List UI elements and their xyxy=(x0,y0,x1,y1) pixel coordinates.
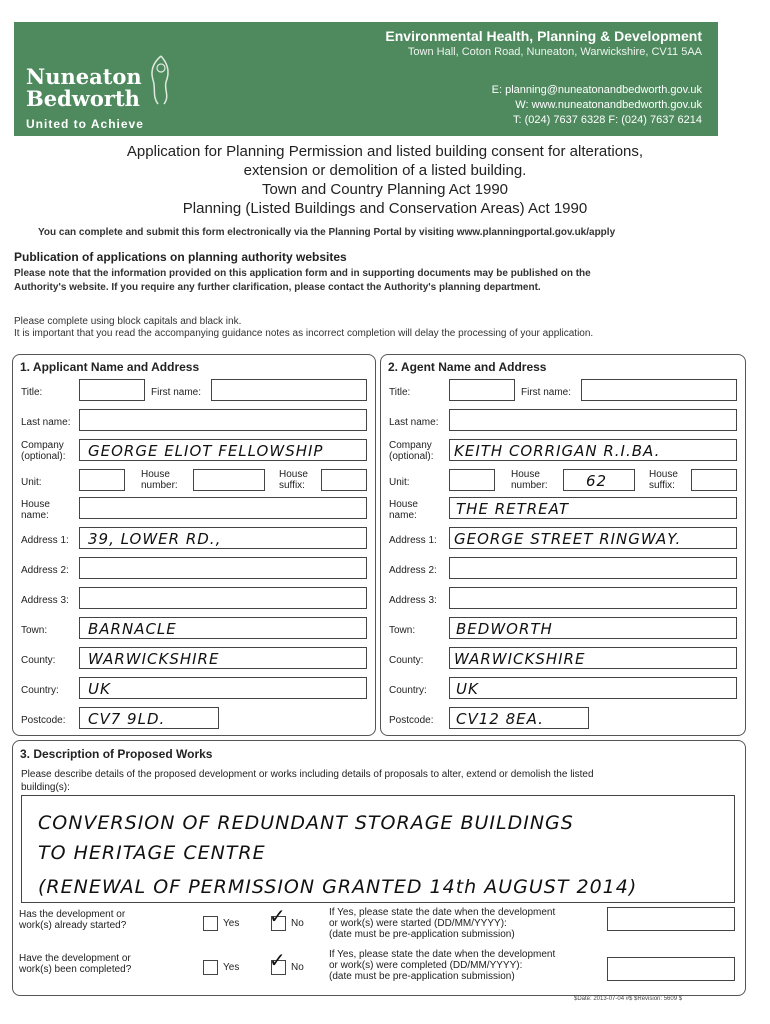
applicant-postcode-field[interactable] xyxy=(79,707,219,729)
department-address: Town Hall, Coton Road, Nuneaton, Warwickshire, CV11 5AA xyxy=(407,46,702,58)
completed-date-instructions xyxy=(329,949,555,982)
agent-first-name-label: First name: xyxy=(521,387,572,398)
started-date-line-2: or work(s) were started (DD/MM/YYYY): xyxy=(329,918,507,929)
completed-question-line-2: work(s) been completed? xyxy=(19,964,132,975)
header-banner xyxy=(14,22,718,136)
applicant-address-3-field[interactable] xyxy=(79,587,367,609)
country-label: Country: xyxy=(21,685,59,696)
works-description-line-3: (RENEWAL OF PERMISSION GRANTED 14th AUGUST 2014) xyxy=(38,876,638,898)
applicant-address-2-field[interactable] xyxy=(79,557,367,579)
applicant-title-field[interactable] xyxy=(79,379,145,401)
company-label-line-2: (optional): xyxy=(21,451,66,462)
house-number-label-line-2: number: xyxy=(141,480,178,491)
applicant-company-value: GEORGE ELIOT FELLOWSHIP xyxy=(88,442,324,460)
agent-first-name-field[interactable] xyxy=(581,379,737,401)
agent-company-field[interactable] xyxy=(449,439,737,461)
postcode-label: Postcode: xyxy=(21,715,66,726)
agent-house-number-label xyxy=(511,469,548,491)
completed-no-label: No xyxy=(291,962,304,973)
unit-label: Unit: xyxy=(21,477,42,488)
applicant-section xyxy=(12,354,376,736)
company-label xyxy=(21,440,65,462)
applicant-heading: 1. Applicant Name and Address xyxy=(20,360,200,374)
works-description-field[interactable] xyxy=(21,795,735,903)
agent-title-label: Title: xyxy=(389,387,411,398)
agent-address-3-field[interactable] xyxy=(449,587,737,609)
agent-house-suffix-field[interactable] xyxy=(691,469,737,491)
title-label: Title: xyxy=(21,387,43,398)
council-logo xyxy=(26,66,142,110)
agent-postcode-label: Postcode: xyxy=(389,715,434,726)
started-date-line-1: If Yes, please state the date when the development xyxy=(329,907,556,918)
portal-notice: You can complete and submit this form electronically via the Planning Portal by visiting www.planningportal.gov.uk/apply xyxy=(38,227,616,238)
started-date-instructions xyxy=(329,907,555,940)
house-name-label-line-2: name: xyxy=(21,510,49,521)
completed-question-line-1: Have the development or xyxy=(19,953,131,964)
agent-house-suffix-label-line-2: suffix: xyxy=(649,480,675,491)
instructions-1: Please complete using block capitals and black ink. xyxy=(14,316,242,327)
applicant-county-value: WARWICKSHIRE xyxy=(88,650,220,668)
agent-last-name-label: Last name: xyxy=(389,417,439,428)
applicant-address-1-field[interactable] xyxy=(79,527,367,549)
agent-town-label: Town: xyxy=(389,625,416,636)
house-suffix-label-line-1: House xyxy=(279,469,308,480)
house-name-label xyxy=(21,499,50,521)
publication-heading: Publication of applications on planning authority websites xyxy=(14,250,347,264)
agent-unit-label: Unit: xyxy=(389,477,410,488)
completed-date-line-2: or work(s) were completed (DD/MM/YYYY): xyxy=(329,960,523,971)
company-label-line-1: Company xyxy=(21,440,64,451)
house-number-label xyxy=(141,469,178,491)
applicant-town-field[interactable] xyxy=(79,617,367,639)
agent-country-field[interactable] xyxy=(449,677,737,699)
works-instruction-1: Please describe details of the proposed development or works including details of proposals to alter, extend or demolish the listed xyxy=(21,769,594,780)
completed-yes-label: Yes xyxy=(223,962,240,973)
completed-date-line-1: If Yes, please state the date when the development xyxy=(329,949,556,960)
agent-house-name-field[interactable] xyxy=(449,497,737,519)
agent-country-label: Country: xyxy=(389,685,427,696)
completed-date-line-3: (date must be pre-application submission) xyxy=(329,971,515,982)
applicant-unit-field[interactable] xyxy=(79,469,125,491)
agent-address-2-label: Address 2: xyxy=(389,565,437,576)
agent-address-3-label: Address 3: xyxy=(389,595,437,606)
applicant-country-value: UK xyxy=(88,680,111,698)
applicant-address-1-value: 39, LOWER RD., xyxy=(88,530,222,548)
logo-tagline: United to Achieve xyxy=(26,117,144,131)
started-question xyxy=(19,909,126,931)
address-3-label: Address 3: xyxy=(21,595,69,606)
agent-house-suffix-label xyxy=(649,469,678,491)
agent-section xyxy=(380,354,746,736)
works-description-line-2: TO HERITAGE CENTRE xyxy=(38,842,266,864)
completed-no-tick-icon: ✓ xyxy=(269,950,286,972)
instructions-2: It is important that you read the accompanying guidance notes as incorrect completion will delay the processing of your application. xyxy=(14,328,594,339)
agent-unit-field[interactable] xyxy=(449,469,495,491)
address-2-label: Address 2: xyxy=(21,565,69,576)
revision-footer: $Date: 2013-07-04 #$ $Revision: 5609 $ xyxy=(574,996,683,1002)
completed-question xyxy=(19,953,131,975)
works-instruction-2: building(s): xyxy=(21,782,70,793)
house-number-label-line-1: House xyxy=(141,469,170,480)
started-no-tick-icon: ✓ xyxy=(269,906,286,928)
agent-house-suffix-label-line-1: House xyxy=(649,469,678,480)
contact-web: W: www.nuneatonandbedworth.gov.uk xyxy=(515,99,702,111)
agent-address-1-field[interactable] xyxy=(449,527,737,549)
agent-title-field[interactable] xyxy=(449,379,515,401)
logo-line-2: Bedworth xyxy=(26,86,140,111)
agent-house-number-field[interactable] xyxy=(563,469,635,491)
agent-town-field[interactable] xyxy=(449,617,737,639)
started-date-line-3: (date must be pre-application submission) xyxy=(329,929,515,940)
agent-county-label: County: xyxy=(389,655,424,666)
applicant-country-field[interactable] xyxy=(79,677,367,699)
works-heading: 3. Description of Proposed Works xyxy=(20,747,213,761)
agent-house-name-label-line-2: name: xyxy=(389,510,417,521)
agent-company-label-line-2: (optional): xyxy=(389,451,434,462)
logo-line-1: Nuneaton xyxy=(26,64,142,89)
agent-county-value: WARWICKSHIRE xyxy=(454,650,586,668)
agent-house-number-label-line-2: number: xyxy=(511,480,548,491)
started-question-line-2: work(s) already started? xyxy=(19,920,127,931)
agent-house-name-label-line-1: House xyxy=(389,499,418,510)
works-section xyxy=(12,740,746,996)
agent-last-name-field[interactable] xyxy=(449,409,737,431)
form-title-line-1: Application for Planning Permission and listed building consent for alterations, xyxy=(126,143,644,160)
agent-house-number-label-line-1: House xyxy=(511,469,540,480)
applicant-house-number-field[interactable] xyxy=(193,469,265,491)
applicant-company-field[interactable] xyxy=(79,439,367,461)
publication-text-1: Please note that the information provided on this application form and in supporting documents may be published on the xyxy=(14,268,591,279)
agent-company-value: KEITH CORRIGAN R.I.BA. xyxy=(454,442,661,460)
started-yes-checkbox[interactable] xyxy=(203,916,218,931)
applicant-town-value: BARNACLE xyxy=(88,620,177,638)
last-name-label: Last name: xyxy=(21,417,71,428)
first-name-label: First name: xyxy=(151,387,202,398)
form-title-line-3: Town and Country Planning Act 1990 xyxy=(262,181,508,198)
agent-postcode-field[interactable] xyxy=(449,707,589,729)
agent-address-1-value: GEORGE STREET RINGWAY. xyxy=(454,530,682,548)
started-date-field[interactable] xyxy=(607,907,735,931)
county-label: County: xyxy=(21,655,56,666)
agent-address-2-field[interactable] xyxy=(449,557,737,579)
agent-house-name-value: THE RETREAT xyxy=(456,500,569,518)
agent-heading: 2. Agent Name and Address xyxy=(388,360,547,374)
contact-email: E: planning@nuneatonandbedworth.gov.uk xyxy=(491,84,702,96)
house-suffix-label xyxy=(279,469,308,491)
town-label: Town: xyxy=(21,625,48,636)
agent-company-label xyxy=(389,440,433,462)
agent-house-number-value: 62 xyxy=(586,472,608,490)
applicant-house-suffix-field[interactable] xyxy=(321,469,367,491)
agent-postcode-value: CV12 8EA. xyxy=(456,710,544,728)
applicant-postcode-value: CV7 9LD. xyxy=(88,710,166,728)
started-question-line-1: Has the development or xyxy=(19,909,126,920)
started-no-label: No xyxy=(291,918,304,929)
crest-icon xyxy=(144,54,178,106)
form-title-line-4: Planning (Listed Buildings and Conservation Areas) Act 1990 xyxy=(182,200,588,217)
agent-town-value: BEDWORTH xyxy=(456,620,553,638)
completed-date-field[interactable] xyxy=(607,957,735,981)
agent-country-value: UK xyxy=(456,680,479,698)
applicant-first-name-field[interactable] xyxy=(211,379,367,401)
applicant-county-field[interactable] xyxy=(79,647,367,669)
agent-company-label-line-1: Company xyxy=(389,440,432,451)
publication-text-2: Authority's website. If you require any further clarification, please contact the Authority's planning department. xyxy=(14,282,541,293)
applicant-house-name-field[interactable] xyxy=(79,497,367,519)
house-name-label-line-1: House xyxy=(21,499,50,510)
applicant-last-name-field[interactable] xyxy=(79,409,367,431)
agent-county-field[interactable] xyxy=(449,647,737,669)
contact-phone: T: (024) 7637 6328 F: (024) 7637 6214 xyxy=(513,114,702,126)
form-title-line-2: extension or demolition of a listed building. xyxy=(243,162,527,179)
completed-yes-checkbox[interactable] xyxy=(203,960,218,975)
department-name: Environmental Health, Planning & Development xyxy=(385,28,702,44)
started-yes-label: Yes xyxy=(223,918,240,929)
address-1-label: Address 1: xyxy=(21,535,69,546)
house-suffix-label-line-2: suffix: xyxy=(279,480,305,491)
agent-house-name-label xyxy=(389,499,418,521)
agent-address-1-label: Address 1: xyxy=(389,535,437,546)
works-description-line-1: CONVERSION OF REDUNDANT STORAGE BUILDINGS xyxy=(38,812,574,834)
